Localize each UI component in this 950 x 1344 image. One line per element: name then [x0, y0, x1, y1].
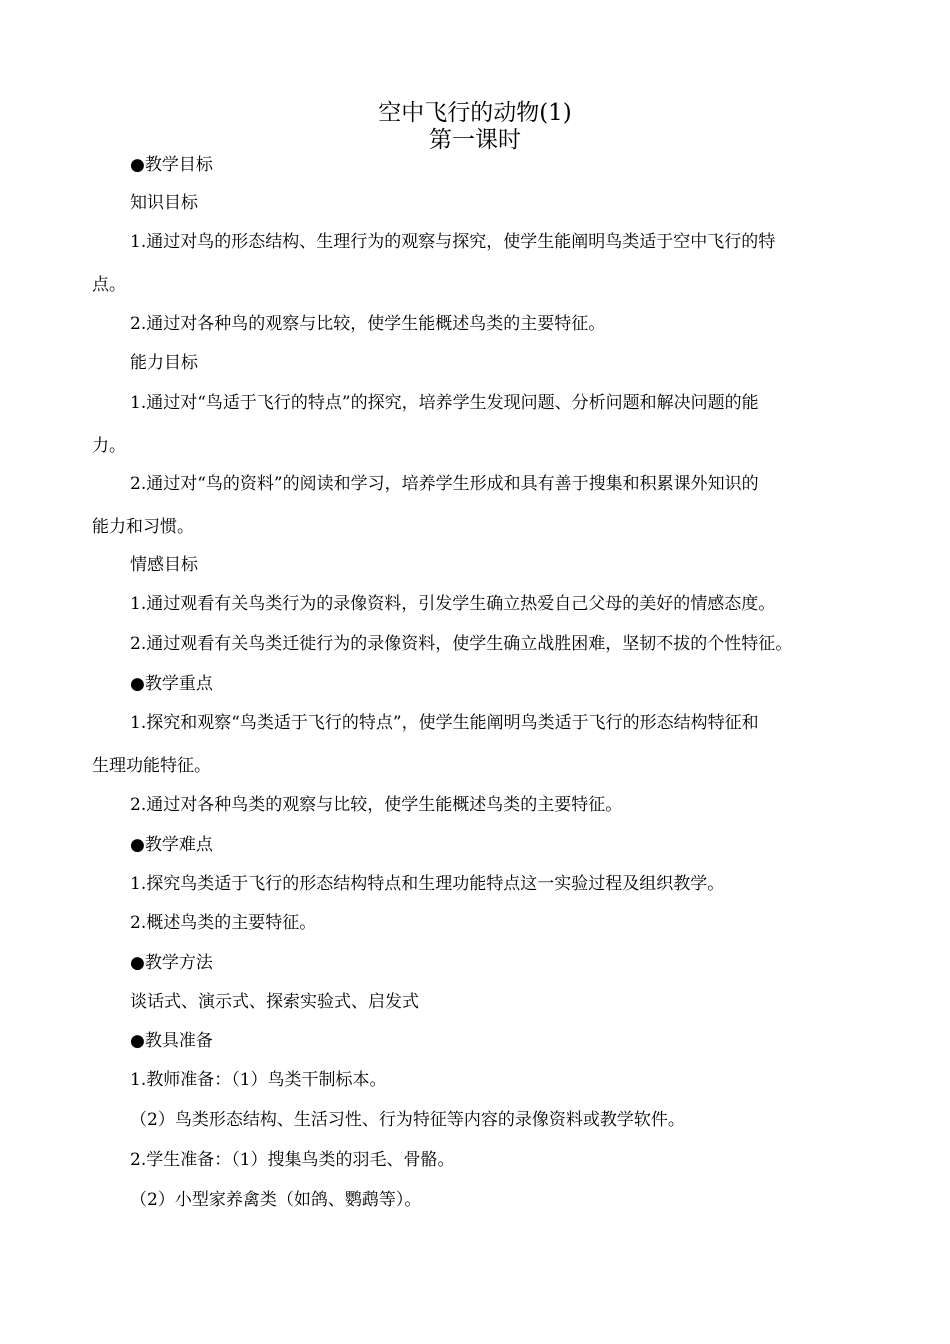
- paragraph-line: 点。: [92, 275, 126, 295]
- paragraph-line: （2）小型家养禽类（如鸽、鹦鹉等）。: [130, 1190, 422, 1210]
- paragraph-line: 能力和习惯。: [92, 517, 194, 537]
- paragraph-line: 1.通过对“鸟适于飞行的特点”的探究，培养学生发现问题、分析问题和解决问题的能: [130, 393, 759, 413]
- paragraph-line: 2.概述鸟类的主要特征。: [130, 913, 317, 933]
- section-heading-key-points: ●教学重点: [130, 674, 213, 694]
- section-heading-materials: ●教具准备: [130, 1031, 213, 1051]
- paragraph-line: 2.通过对各种鸟的观察与比较，使学生能概述鸟类的主要特征。: [130, 314, 606, 334]
- paragraph-line: 1.教师准备：（1）鸟类干制标本。: [130, 1070, 387, 1090]
- paragraph-line: 2.通过对“鸟的资料”的阅读和学习，培养学生形成和具有善于搜集和积累课外知识的: [130, 474, 759, 494]
- subheading-ability-goals: 能力目标: [130, 353, 198, 373]
- document-subtitle: 第一课时: [429, 127, 521, 153]
- paragraph-line: 力。: [92, 436, 126, 456]
- paragraph-line: 2.通过观看有关鸟类迁徙行为的录像资料，使学生确立战胜困难，坚韧不拔的个性特征。: [130, 634, 793, 654]
- paragraph-line: 1.通过观看有关鸟类行为的录像资料，引发学生确立热爱自己父母的美好的情感态度。: [130, 594, 776, 614]
- document-title: 空中飞行的动物(1): [378, 100, 572, 126]
- section-heading-teaching-methods: ●教学方法: [130, 953, 213, 973]
- paragraph-line: （2）鸟类形态结构、生活习性、行为特征等内容的录像资料或教学软件。: [130, 1110, 685, 1130]
- subheading-emotion-goals: 情感目标: [130, 555, 198, 575]
- subheading-knowledge-goals: 知识目标: [130, 193, 198, 213]
- paragraph-line: 1.探究和观察“鸟类适于飞行的特点”，使学生能阐明鸟类适于飞行的形态结构特征和: [130, 713, 759, 733]
- paragraph-line: 2.学生准备：（1）搜集鸟类的羽毛、骨骼。: [130, 1150, 455, 1170]
- paragraph-line: 生理功能特征。: [92, 756, 211, 776]
- section-heading-difficulties: ●教学难点: [130, 835, 213, 855]
- paragraph-line: 谈话式、演示式、探索实验式、启发式: [130, 992, 419, 1012]
- section-heading-teaching-goals: ●教学目标: [130, 155, 213, 175]
- paragraph-line: 1.探究鸟类适于飞行的形态结构特点和生理功能特点这一实验过程及组织教学。: [130, 874, 725, 894]
- paragraph-line: 2.通过对各种鸟类的观察与比较，使学生能概述鸟类的主要特征。: [130, 795, 623, 815]
- paragraph-line: 1.通过对鸟的形态结构、生理行为的观察与探究，使学生能阐明鸟类适于空中飞行的特: [130, 232, 776, 252]
